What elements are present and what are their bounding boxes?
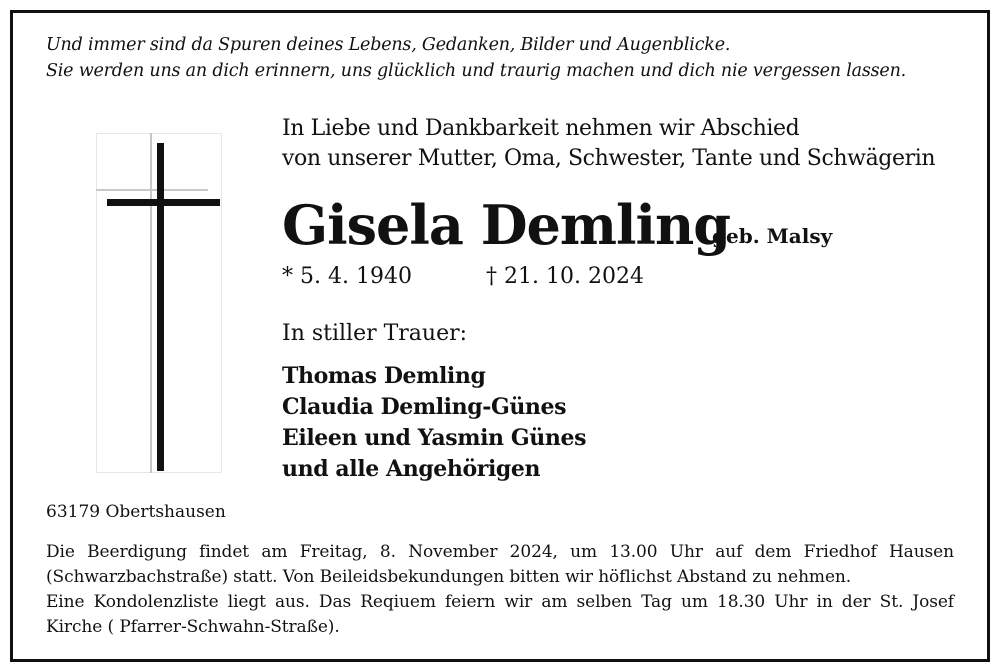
quote-line-2: Sie werden uns an dich erinnern, uns glücklich und traurig machen und dich nie vergessen lassen. — [46, 61, 907, 81]
intro-line-2: von unserer Mutter, Oma, Schwester, Tante und Schwägerin — [282, 146, 936, 171]
quote-line-1: Und immer sind da Spuren deines Lebens, Gedanken, Bilder und Augenblicke. — [46, 35, 731, 55]
birth-date: * 5. 4. 1940 — [282, 264, 412, 289]
cross-shadow-vertical — [150, 133, 152, 473]
cross-horizontal-bar — [107, 199, 220, 206]
mourners-label: In stiller Trauer: — [282, 321, 468, 346]
cross-shadow-horizontal — [96, 189, 208, 191]
funeral-line-3: Eine Kondolenzliste liegt aus. Das Reqiuem feiern wir am selben Tag um 18.30 Uhr in der St. Josef — [46, 592, 954, 612]
intro-line-1: In Liebe und Dankbarkeit nehmen wir Abschied — [282, 116, 800, 141]
funeral-line-2: (Schwarzbachstraße) statt. Von Beileidsbekundungen bitten wir höflichst Abstand zu nehmen. — [46, 567, 852, 587]
place-of-residence: 63179 Obertshausen — [46, 502, 226, 522]
maiden-name: geb. Malsy — [712, 224, 833, 248]
death-date: † 21. 10. 2024 — [486, 264, 644, 289]
mourner-name: und alle Angehörigen — [282, 456, 541, 482]
mourner-name: Eileen und Yasmin Günes — [282, 425, 587, 451]
mourner-name: Claudia Demling-Günes — [282, 394, 567, 420]
funeral-line-4: Kirche ( Pfarrer-Schwahn-Straße). — [46, 617, 340, 637]
memorial-quote — [46, 32, 906, 84]
funeral-details — [46, 540, 954, 640]
farewell-intro — [282, 114, 935, 174]
mourners-list — [282, 361, 586, 485]
mourner-name: Thomas Demling — [282, 363, 486, 389]
funeral-line-1: Die Beerdigung findet am Freitag, 8. November 2024, um 13.00 Uhr auf dem Friedhof Hausen — [46, 542, 954, 562]
cross-vertical-bar — [157, 143, 164, 471]
deceased-name: Gisela Demling — [282, 193, 731, 257]
